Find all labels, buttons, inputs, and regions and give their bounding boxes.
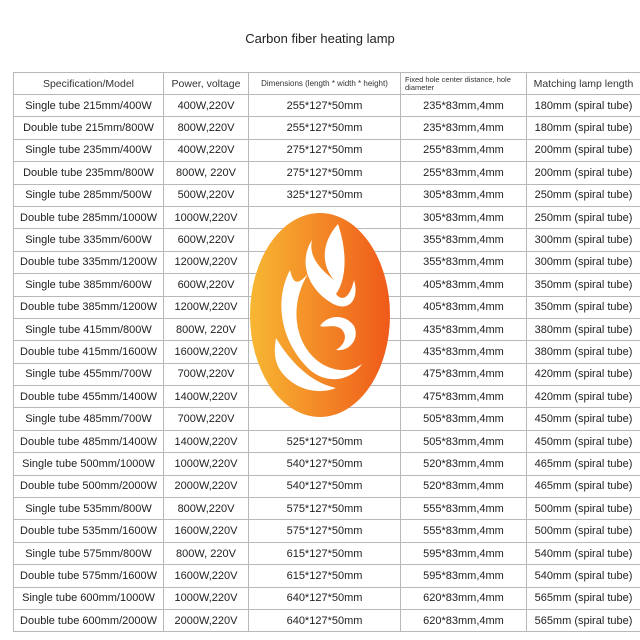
cell-lamp-length: 180mm (spiral tube)	[527, 95, 640, 117]
cell-fixed-hole: 505*83mm,4mm	[401, 408, 527, 430]
cell-dimensions: 575*127*50mm	[249, 520, 401, 542]
cell-lamp-length: 465mm (spiral tube)	[527, 453, 640, 475]
table-row	[14, 498, 640, 520]
table-row	[14, 520, 640, 542]
cell-lamp-length: 250mm (spiral tube)	[527, 184, 640, 206]
cell-dimensions: 275*127*50mm	[249, 162, 401, 184]
cell-lamp-length: 450mm (spiral tube)	[527, 430, 640, 452]
cell-fixed-hole: 505*83mm,4mm	[401, 430, 527, 452]
cell-power: 1400W,220V	[164, 386, 249, 408]
cell-specification: Double tube 500mm/2000W	[14, 475, 164, 497]
cell-lamp-length: 500mm (spiral tube)	[527, 498, 640, 520]
cell-fixed-hole: 520*83mm,4mm	[401, 475, 527, 497]
cell-dimensions: 275*127*50mm	[249, 139, 401, 161]
cell-power: 2000W,220V	[164, 475, 249, 497]
cell-power: 400W,220V	[164, 95, 249, 117]
page-title: Carbon fiber heating lamp	[245, 31, 395, 46]
cell-specification: Single tube 235mm/400W	[14, 139, 164, 161]
cell-dimensions: 575*127*50mm	[249, 498, 401, 520]
cell-power: 700W,220V	[164, 363, 249, 385]
cell-specification: Double tube 600mm/2000W	[14, 609, 164, 631]
cell-fixed-hole: 595*83mm,4mm	[401, 565, 527, 587]
header-fixed-hole: Fixed hole center distance, hole diameter	[401, 73, 527, 95]
cell-power: 1000W,220V	[164, 453, 249, 475]
cell-lamp-length: 565mm (spiral tube)	[527, 609, 640, 631]
cell-power: 800W, 220V	[164, 542, 249, 564]
cell-power: 1600W,220V	[164, 520, 249, 542]
cell-fixed-hole: 235*83mm,4mm	[401, 117, 527, 139]
cell-fixed-hole: 475*83mm,4mm	[401, 363, 527, 385]
cell-dimensions: 615*127*50mm	[249, 542, 401, 564]
cell-specification: Single tube 385mm/600W	[14, 274, 164, 296]
cell-specification: Double tube 535mm/1600W	[14, 520, 164, 542]
table-row	[14, 117, 640, 139]
cell-specification: Single tube 500mm/1000W	[14, 453, 164, 475]
table-row	[14, 162, 640, 184]
cell-fixed-hole: 620*83mm,4mm	[401, 587, 527, 609]
cell-fixed-hole: 555*83mm,4mm	[401, 520, 527, 542]
cell-specification: Single tube 575mm/800W	[14, 542, 164, 564]
cell-specification: Single tube 215mm/400W	[14, 95, 164, 117]
cell-specification: Single tube 415mm/800W	[14, 318, 164, 340]
cell-lamp-length: 565mm (spiral tube)	[527, 587, 640, 609]
cell-specification: Double tube 485mm/1400W	[14, 430, 164, 452]
cell-power: 600W,220V	[164, 229, 249, 251]
cell-fixed-hole: 475*83mm,4mm	[401, 386, 527, 408]
cell-lamp-length: 465mm (spiral tube)	[527, 475, 640, 497]
cell-fixed-hole: 435*83mm,4mm	[401, 318, 527, 340]
cell-power: 1400W,220V	[164, 430, 249, 452]
cell-dimensions: 540*127*50mm	[249, 475, 401, 497]
cell-specification: Single tube 600mm/1000W	[14, 587, 164, 609]
cell-lamp-length: 180mm (spiral tube)	[527, 117, 640, 139]
cell-lamp-length: 450mm (spiral tube)	[527, 408, 640, 430]
cell-dimensions: 525*127*50mm	[249, 430, 401, 452]
cell-dimensions: 640*127*50mm	[249, 587, 401, 609]
cell-lamp-length: 420mm (spiral tube)	[527, 386, 640, 408]
cell-specification: Single tube 335mm/600W	[14, 229, 164, 251]
cell-fixed-hole: 255*83mm,4mm	[401, 139, 527, 161]
cell-fixed-hole: 620*83mm,4mm	[401, 609, 527, 631]
brand-logo	[250, 210, 390, 420]
header-dimensions: Dimensions (length * width * height)	[249, 73, 401, 95]
cell-specification: Double tube 385mm/1200W	[14, 296, 164, 318]
header-specification: Specification/Model	[14, 73, 164, 95]
cell-power: 800W,220V	[164, 498, 249, 520]
table-row	[14, 453, 640, 475]
table-row	[14, 609, 640, 631]
cell-specification: Single tube 285mm/500W	[14, 184, 164, 206]
cell-fixed-hole: 555*83mm,4mm	[401, 498, 527, 520]
cell-fixed-hole: 305*83mm,4mm	[401, 184, 527, 206]
cell-power: 700W,220V	[164, 408, 249, 430]
table-row	[14, 184, 640, 206]
cell-fixed-hole: 595*83mm,4mm	[401, 542, 527, 564]
table-row	[14, 95, 640, 117]
cell-lamp-length: 350mm (spiral tube)	[527, 274, 640, 296]
table-row	[14, 430, 640, 452]
cell-specification: Double tube 285mm/1000W	[14, 206, 164, 228]
cell-lamp-length: 300mm (spiral tube)	[527, 229, 640, 251]
cell-power: 600W,220V	[164, 274, 249, 296]
cell-power: 1600W,220V	[164, 565, 249, 587]
cell-power: 800W,220V	[164, 117, 249, 139]
cell-specification: Double tube 215mm/800W	[14, 117, 164, 139]
cell-power: 1600W,220V	[164, 341, 249, 363]
cell-power: 800W, 220V	[164, 162, 249, 184]
table-row	[14, 587, 640, 609]
cell-dimensions: 325*127*50mm	[249, 184, 401, 206]
cell-dimensions: 615*127*50mm	[249, 565, 401, 587]
table-row	[14, 475, 640, 497]
header-lamp-length: Matching lamp length	[527, 73, 640, 95]
cell-lamp-length: 540mm (spiral tube)	[527, 542, 640, 564]
cell-lamp-length: 350mm (spiral tube)	[527, 296, 640, 318]
cell-fixed-hole: 435*83mm,4mm	[401, 341, 527, 363]
table-row	[14, 542, 640, 564]
cell-power: 1200W,220V	[164, 251, 249, 273]
cell-fixed-hole: 405*83mm,4mm	[401, 296, 527, 318]
cell-fixed-hole: 305*83mm,4mm	[401, 206, 527, 228]
cell-specification: Double tube 575mm/1600W	[14, 565, 164, 587]
cell-power: 500W,220V	[164, 184, 249, 206]
cell-fixed-hole: 235*83mm,4mm	[401, 95, 527, 117]
cell-specification: Double tube 415mm/1600W	[14, 341, 164, 363]
cell-fixed-hole: 355*83mm,4mm	[401, 229, 527, 251]
cell-power: 800W, 220V	[164, 318, 249, 340]
cell-specification: Single tube 535mm/800W	[14, 498, 164, 520]
cell-power: 1000W,220V	[164, 206, 249, 228]
cell-dimensions: 255*127*50mm	[249, 117, 401, 139]
cell-fixed-hole: 405*83mm,4mm	[401, 274, 527, 296]
cell-lamp-length: 540mm (spiral tube)	[527, 565, 640, 587]
cell-lamp-length: 420mm (spiral tube)	[527, 363, 640, 385]
table-row	[14, 565, 640, 587]
cell-lamp-length: 380mm (spiral tube)	[527, 341, 640, 363]
cell-lamp-length: 380mm (spiral tube)	[527, 318, 640, 340]
cell-lamp-length: 300mm (spiral tube)	[527, 251, 640, 273]
cell-dimensions: 540*127*50mm	[249, 453, 401, 475]
cell-power: 400W,220V	[164, 139, 249, 161]
cell-lamp-length: 200mm (spiral tube)	[527, 139, 640, 161]
cell-lamp-length: 200mm (spiral tube)	[527, 162, 640, 184]
cell-power: 2000W,220V	[164, 609, 249, 631]
table-header-row	[14, 73, 640, 95]
header-power: Power, voltage	[164, 73, 249, 95]
cell-fixed-hole: 355*83mm,4mm	[401, 251, 527, 273]
cell-power: 1000W,220V	[164, 587, 249, 609]
cell-specification: Double tube 235mm/800W	[14, 162, 164, 184]
cell-fixed-hole: 255*83mm,4mm	[401, 162, 527, 184]
table-row	[14, 139, 640, 161]
cell-specification: Double tube 335mm/1200W	[14, 251, 164, 273]
cell-specification: Single tube 485mm/700W	[14, 408, 164, 430]
cell-dimensions: 640*127*50mm	[249, 609, 401, 631]
cell-specification: Single tube 455mm/700W	[14, 363, 164, 385]
cell-dimensions: 255*127*50mm	[249, 95, 401, 117]
cell-specification: Double tube 455mm/1400W	[14, 386, 164, 408]
cell-power: 1200W,220V	[164, 296, 249, 318]
cell-lamp-length: 250mm (spiral tube)	[527, 206, 640, 228]
cell-lamp-length: 500mm (spiral tube)	[527, 520, 640, 542]
cell-fixed-hole: 520*83mm,4mm	[401, 453, 527, 475]
